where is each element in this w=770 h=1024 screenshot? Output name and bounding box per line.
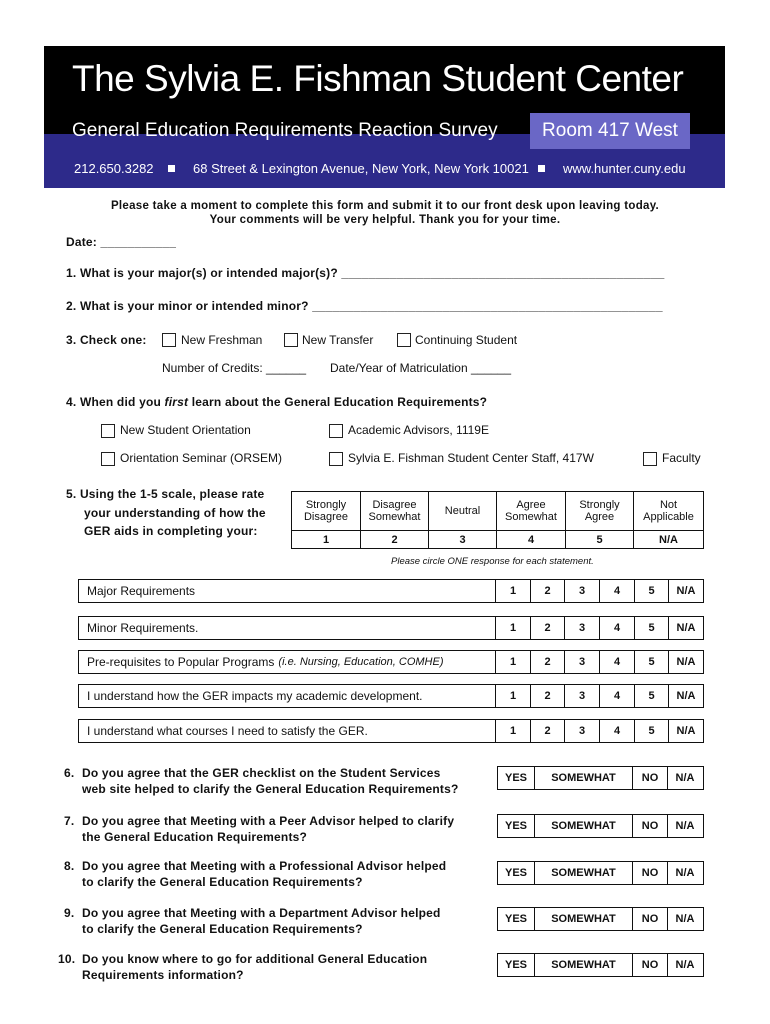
option-student-center-staff: Sylvia E. Fishman Student Center Staff, 417W	[348, 451, 594, 465]
rating-statement	[79, 580, 495, 602]
header-banner	[44, 46, 725, 188]
answer-option[interactable]: N/A	[667, 815, 702, 837]
rating-option[interactable]: N/A	[668, 720, 703, 742]
rating-statement	[79, 617, 495, 639]
question-5-line-1: 5. Using the 1-5 scale, please rate	[66, 487, 265, 501]
scale-header: Disagree Somewhat	[361, 492, 429, 531]
option-new-student-orientation: New Student Orientation	[120, 423, 251, 437]
option-faculty: Faculty	[662, 451, 701, 465]
answer-option[interactable]: YES	[504, 913, 527, 925]
rating-option[interactable]: N/A	[668, 685, 703, 707]
scale-header: Strongly Disagree	[292, 492, 361, 531]
rating-row	[78, 579, 704, 603]
scale-header: Neutral	[429, 492, 497, 531]
rating-statement-example: (i.e. Nursing, Education, COMHE)	[278, 656, 444, 668]
rating-option[interactable]: 5	[634, 580, 668, 602]
question-number: 10.	[58, 952, 76, 966]
rating-option[interactable]: 1	[495, 580, 530, 602]
address: 68 Street & Lexington Avenue, New York, New York 10021	[193, 161, 529, 176]
rating-row	[78, 719, 704, 743]
rating-statement	[79, 720, 495, 742]
question-text: Requirements information?	[82, 968, 244, 982]
rating-option[interactable]: 4	[599, 617, 634, 639]
matriculation-field[interactable]: Date/Year of Matriculation ______	[330, 361, 512, 375]
rating-option[interactable]: 4	[599, 580, 634, 602]
rating-statement-text: Minor Requirements.	[87, 621, 199, 635]
rating-statement-text: Major Requirements	[87, 584, 196, 598]
question-number: 8.	[64, 859, 75, 873]
rating-option[interactable]: 2	[530, 720, 564, 742]
answer-option[interactable]: NO	[632, 954, 667, 976]
question-text: Do you agree that Meeting with a Peer Advisor helped to clarify	[82, 814, 455, 828]
scale-value: 5	[566, 531, 634, 549]
answer-option[interactable]: YES	[504, 959, 527, 971]
rating-scale-legend	[291, 491, 704, 549]
answer-option[interactable]: NO	[632, 908, 667, 930]
question-number: 6.	[64, 766, 75, 780]
answer-option[interactable]: SOMEWHAT	[534, 862, 632, 884]
scale-header: Not Applicable	[634, 492, 704, 531]
answer-options	[497, 766, 704, 790]
circle-instruction: Please circle ONE response for each statement.	[391, 556, 594, 567]
question-number: 9.	[64, 906, 75, 920]
answer-option[interactable]: YES	[504, 820, 527, 832]
answer-options	[497, 953, 704, 977]
rating-option[interactable]: 1	[495, 685, 530, 707]
option-continuing-student: Continuing Student	[415, 333, 518, 347]
rating-option[interactable]: 5	[634, 651, 668, 673]
rating-option[interactable]: 1	[495, 617, 530, 639]
answer-option[interactable]: N/A	[667, 767, 702, 789]
answer-option[interactable]: YES	[504, 772, 527, 784]
answer-option[interactable]: N/A	[667, 862, 702, 884]
rating-option[interactable]: N/A	[668, 651, 703, 673]
rating-option[interactable]: 3	[564, 685, 599, 707]
scale-value: N/A	[634, 531, 704, 549]
rating-option[interactable]: 4	[599, 685, 634, 707]
center-title: The Sylvia E. Fishman Student Center	[72, 58, 684, 99]
rating-statement	[79, 651, 495, 673]
rating-option[interactable]: 5	[634, 685, 668, 707]
intro-line-1: Please take a moment to complete this form and submit it to our front desk upon leaving today.	[110, 200, 660, 212]
option-new-transfer: New Transfer	[302, 333, 374, 347]
answer-option[interactable]: SOMEWHAT	[534, 908, 632, 930]
question-5-line-3: GER aids in completing your:	[84, 524, 258, 538]
checkbox-continuing-student[interactable]	[397, 333, 411, 347]
scale-value: 1	[292, 531, 361, 549]
rating-option[interactable]: 1	[495, 720, 530, 742]
question-text: web site helped to clarify the General Education Requirements?	[82, 782, 459, 796]
rating-statement-text: I understand how the GER impacts my academic development.	[87, 689, 423, 703]
option-academic-advisors: Academic Advisors, 1119E	[348, 423, 489, 437]
question-text: Do you know where to go for additional General Education	[82, 952, 428, 966]
rating-option[interactable]: 4	[599, 651, 634, 673]
question-5-line-2: your understanding of how the	[84, 506, 266, 520]
scale-value: 3	[429, 531, 497, 549]
phone: 212.650.3282	[74, 161, 154, 176]
question-text: the General Education Requirements?	[82, 830, 308, 844]
scale-header: Strongly Agree	[566, 492, 634, 531]
scale-value: 2	[361, 531, 429, 549]
question-text: to clarify the General Education Requirements?	[82, 922, 363, 936]
answer-option[interactable]: NO	[632, 862, 667, 884]
rating-option[interactable]: 3	[564, 720, 599, 742]
rating-option[interactable]: 2	[530, 580, 564, 602]
bullet-square-icon	[538, 165, 545, 172]
rating-option[interactable]: 2	[530, 651, 564, 673]
website: www.hunter.cuny.edu	[563, 161, 686, 176]
rating-option[interactable]: 3	[564, 580, 599, 602]
scale-value: 4	[497, 531, 566, 549]
checkbox-new-transfer[interactable]	[284, 333, 298, 347]
survey-subtitle: General Education Requirements Reaction Survey	[72, 120, 498, 141]
rating-row	[78, 650, 704, 674]
rating-option[interactable]: 4	[599, 720, 634, 742]
option-orientation-seminar: Orientation Seminar (ORSEM)	[120, 451, 283, 465]
credits-field[interactable]: Number of Credits: ______	[162, 361, 307, 375]
question-text: Do you agree that Meeting with a Professional Advisor helped	[82, 859, 447, 873]
answer-option[interactable]: SOMEWHAT	[534, 954, 632, 976]
rating-option[interactable]: N/A	[668, 617, 703, 639]
answer-options	[497, 861, 704, 885]
rating-option[interactable]: 1	[495, 651, 530, 673]
checkbox-new-student-orientation[interactable]	[101, 424, 115, 438]
answer-option[interactable]: NO	[632, 815, 667, 837]
checkbox-orientation-seminar[interactable]	[101, 452, 115, 466]
checkbox-faculty[interactable]	[643, 452, 657, 466]
question-3-label: 3. Check one:	[66, 333, 147, 347]
answer-options	[497, 907, 704, 931]
room-badge: Room 417 West	[530, 113, 690, 149]
intro-line-2: Your comments will be very helpful. Thank you for your time.	[209, 214, 561, 226]
question-text: to clarify the General Education Requirements?	[82, 875, 363, 889]
rating-option[interactable]: 5	[634, 617, 668, 639]
question-text: Do you agree that Meeting with a Department Advisor helped	[82, 906, 441, 920]
date-field[interactable]: Date: ___________	[66, 235, 177, 249]
answer-options	[497, 814, 704, 838]
answer-option[interactable]: SOMEWHAT	[534, 767, 632, 789]
checkbox-academic-advisors[interactable]	[329, 424, 343, 438]
rating-option[interactable]: 3	[564, 617, 599, 639]
question-number: 7.	[64, 814, 75, 828]
answer-option[interactable]: YES	[504, 867, 527, 879]
answer-option[interactable]: N/A	[667, 954, 702, 976]
question-4-label: 4. When did you first learn about the General Education Requirements?	[66, 395, 488, 409]
rating-row	[78, 616, 704, 640]
answer-option[interactable]: NO	[632, 767, 667, 789]
rating-option[interactable]: 2	[530, 685, 564, 707]
rating-option[interactable]: 5	[634, 720, 668, 742]
rating-statement	[79, 685, 495, 707]
rating-option[interactable]: 2	[530, 617, 564, 639]
rating-statement-text: Pre-requisites to Popular Programs	[87, 655, 275, 669]
checkbox-new-freshman[interactable]	[162, 333, 176, 347]
scale-header: Agree Somewhat	[497, 492, 566, 531]
answer-option[interactable]: SOMEWHAT	[534, 815, 632, 837]
rating-option[interactable]: N/A	[668, 580, 703, 602]
option-new-freshman: New Freshman	[181, 333, 263, 347]
checkbox-student-center-staff[interactable]	[329, 452, 343, 466]
rating-option[interactable]: 3	[564, 651, 599, 673]
rating-statement-text: I understand what courses I need to satisfy the GER.	[87, 724, 368, 738]
question-2-minor[interactable]: 2. What is your minor or intended minor? ___________________________________________________	[66, 299, 663, 313]
answer-option[interactable]: N/A	[667, 908, 702, 930]
question-1-major[interactable]: 1. What is your major(s) or intended major(s)? _______________________________________________	[66, 266, 665, 280]
bullet-square-icon	[168, 165, 175, 172]
rating-row	[78, 684, 704, 708]
question-text: Do you agree that the GER checklist on the Student Services	[82, 766, 441, 780]
